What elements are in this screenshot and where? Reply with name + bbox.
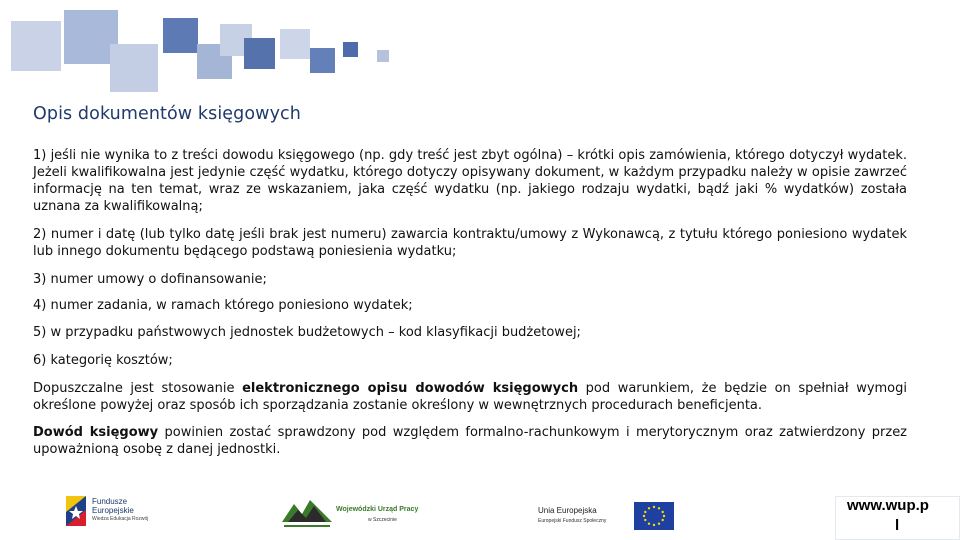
requirement-2: 2) numer i datę (lub tylko datę jeśli brak jest numeru) zawarcia kontraktu/umowy z Wykonawcą, z tytułu którego poniesiono wydatek lub innego dokumentu będącego podstawą poniesienia wydatku;: [33, 227, 907, 259]
wup-city: w Szczecinie: [368, 517, 397, 523]
fe-sub: Wiedza Edukacja Rozwój: [92, 516, 149, 522]
verification-bold: Dowód księgowy: [33, 425, 159, 440]
requirement-3: 3) numer umowy o dofinansowanie;: [33, 272, 267, 287]
website-url[interactable]: [835, 496, 960, 540]
verification-note: [33, 424, 907, 458]
url-line1: www.wup.p: [847, 497, 929, 514]
fundusze-europejskie-logo: [64, 492, 174, 532]
note-prefix: Dopuszczalne jest stosowanie: [33, 381, 243, 396]
requirement-6: 6) kategorię kosztów;: [33, 353, 173, 368]
note-suffix: pod warunkiem, że będzie on spełniał wymogi określone powyżej oraz sposób ich sporządzania zostanie określony w wewnętrznych procedurach beneficjenta.: [33, 381, 908, 413]
footer-logos: [0, 490, 960, 540]
requirement-4: 4) numer zadania, w ramach którego poniesiono wydatek;: [33, 298, 413, 313]
wup-logo: [280, 492, 440, 532]
fe-line1: Fundusze: [92, 497, 128, 506]
fe-line2: Europejskie: [92, 506, 134, 515]
requirement-5: 5) w przypadku państwowych jednostek budżetowych – kod klasyfikacji budżetowej;: [33, 325, 581, 340]
electronic-description-note: [33, 380, 907, 414]
verification-suffix: powinien zostać sprawdzony pod względem formalno-rachunkowym i merytorycznym oraz zatwierdzony przez upoważnioną osobę z danej jednostki.: [33, 425, 908, 457]
wup-name: Wojewódzki Urząd Pracy: [336, 506, 419, 513]
eu-flag-icon: [634, 502, 674, 530]
eu-name: Unia Europejska: [538, 506, 597, 515]
note-bold: elektronicznego opisu dowodów księgowych: [242, 381, 579, 396]
url-line2: l: [895, 517, 900, 534]
wup-emblem-icon: [280, 492, 334, 528]
page-title: Opis dokumentów księgowych: [33, 104, 301, 124]
fe-label: [92, 497, 148, 524]
fe-star-icon: [64, 492, 90, 530]
requirement-1: 1) jeśli nie wynika to z treści dowodu księgowego (np. gdy treść jest zbyt ogólna) – krótki opis zamówienia, którego dotyczył wydatek. Jeżeli kwalifikowalna jest jedynie część wydatku, którego dotyczy opisywany dokument, w każdym przypadku należy w opisie zawrzeć informację na ten temat, wraz ze wskazaniem, jaka część wydatku (np. jakiego rodzaju wydatki, bądź jaki % wydatków) została uznana za kwalifikowalną;: [33, 148, 907, 214]
eu-logo: [538, 492, 678, 532]
eu-sub: Europejski Fundusz Społeczny: [538, 518, 607, 524]
